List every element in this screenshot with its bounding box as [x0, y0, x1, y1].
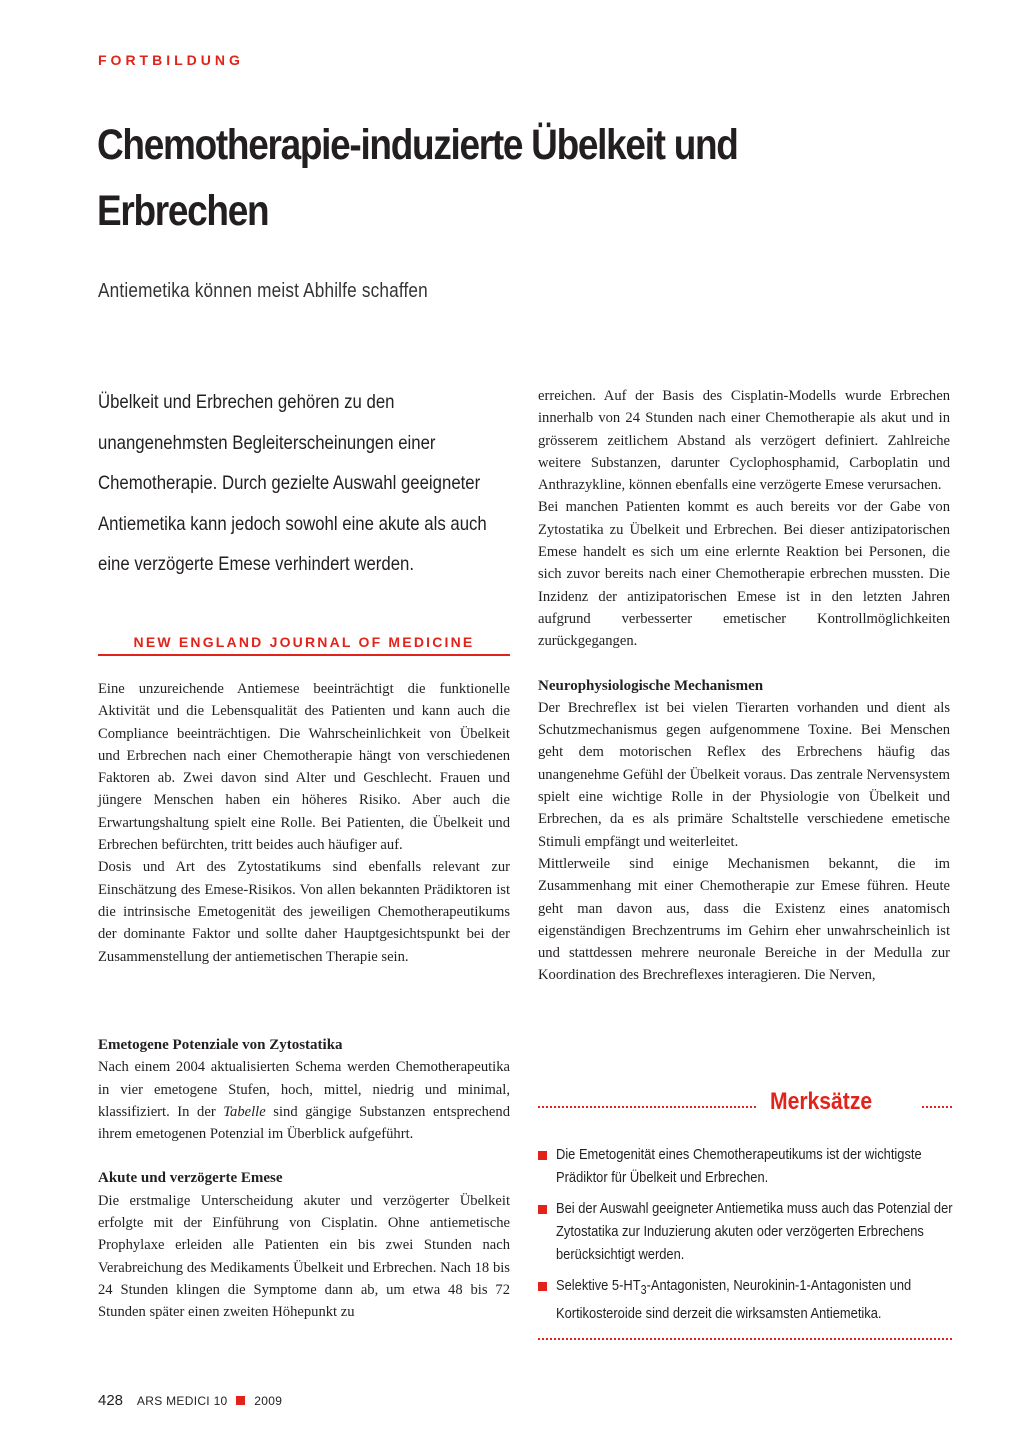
list-item: Selektive $5-HT_3$-Antagonisten, Neurokinin-1-Antagonisten und Kortikosteroide sind derzeit die wirksamsten Antiemetika.	[538, 1274, 958, 1325]
bullet-square-icon	[538, 1282, 547, 1291]
body-column-left-bottom	[98, 1034, 510, 1324]
table-reference: Tabelle	[223, 1103, 266, 1120]
body-column-left-top	[98, 678, 510, 968]
dotted-rule	[538, 1338, 952, 1340]
body-paragraph: Die erstmalige Unterscheidung akuter und verzögerter Übelkeit erfolgte mit der Einführung von Cisplatin. Ohne antiemetische Prophylaxe erleiden alle Patienten ein bis zwei Stunden nach Verabreichung des Medikaments Übelkeit und Erbrechen. Nach 18 bis 24 Stunden klingen die Symptome dann ab, um etwa 48 bis 72 Stunden später einen zweiten Höhepunkt zu	[98, 1192, 510, 1321]
section-heading: Akute und verzögerte Emese	[98, 1170, 283, 1187]
merksaetze-header	[538, 1088, 952, 1118]
page-number: 428	[98, 1392, 124, 1409]
dotted-rule	[538, 1106, 756, 1108]
section-heading: Emetogene Potenziale von Zytostatika	[98, 1037, 343, 1053]
body-paragraph: Nach einem 2004 aktualisierten Schema werden Chemotherapeutika in vier emetogene Stufen, hoch, mittel, niedrig und minimal, klassifiziert. In der Tabelle sind gängige Substanzen entsprechend ihrem emetogenen Potenzial im Überblick aufgeführt.	[98, 1059, 511, 1143]
bullet-square-icon	[538, 1205, 547, 1214]
article-subtitle: Antiemetika können meist Abhilfe schaffen	[98, 280, 428, 302]
dotted-rule	[922, 1106, 952, 1108]
source-banner	[98, 632, 510, 656]
list-item: Bei der Auswahl geeigneter Antiemetika muss auch das Potenzial der Zytostatika zur Induzierung akuten oder verzögerten Erbrechens berücksichtigt werden.	[538, 1197, 958, 1266]
body-paragraph: Der Brechreflex ist bei vielen Tierarten vorhanden und dient als Schutzmechanismus gegen aufgenommene Toxine. Bei Menschen geht dem motorischen Reflex des Erbrechens häufig das unangenehme Gefühl der Übelkeit voraus. Das zentrale Nervensystem spielt eine wichtige Rolle in der Physiologie von Übelkeit und Erbrechen, da es als primäre Schaltstelle verschiedene emetische Stimuli empfängt und weiterleitet.	[538, 699, 950, 850]
body-paragraph: erreichen. Auf der Basis des Cisplatin-Modells wurde Erbrechen innerhalb von 24 Stunden nach einer Chemotherapie als akut und in grösserem zeitlichem Abstand als verzögert definiert. Zahlreiche weitere Substanzen, darunter Cyclophosphamid, Carboplatin und Anthrazykline, können ebenfalls eine verzögerte Emese verursachen.	[538, 388, 950, 494]
journal-name: ARS MEDICI 10	[136, 1394, 228, 1408]
body-paragraph: Eine unzureichende Antiemese beeinträchtigt die funktionelle Aktivität und die Lebensqualität des Patienten und kann auch die Compliance beeinträchtigen. Die Wahrscheinlichkeit von Übelkeit und Erbrechen nach einer Chemotherapie hängt von verschiedenen Faktoren ab. Zwei davon sind Alter und Geschlecht. Frauen und jüngere Menschen haben ein höheres Risiko. Aber auch die Erwartungshaltung spielt eine Rolle. Bei Patienten, die Übelkeit und Erbrechen befürchten, tritt beides auch häufiger auf.	[98, 681, 510, 854]
list-item: Die Emetogenität eines Chemotherapeutikums ist der wichtigste Prädiktor für Übelkeit und Erbrechen.	[538, 1143, 958, 1189]
body-column-right	[538, 385, 950, 987]
body-paragraph: Dosis und Art des Zytostatikums sind ebenfalls relevant zur Einschätzung des Emese-Risikos. Von allen bekannten Prädiktoren ist die intrinsische Emetogenität des jeweiligen Chemotherapeutikums der dominante Faktor und sollte daher Hauptgesichtspunkt bei der Zusammenstellung der antiemetischen Therapie sein.	[98, 859, 510, 965]
footer-square-icon	[236, 1396, 245, 1405]
lead-paragraph: Übelkeit und Erbrechen gehören zu den unangenehmsten Begleiterscheinungen einer Chemotherapie. Durch gezielte Auswahl geeigneter Antiemetika kann jedoch sowohl eine akute als auch eine verzögerte Emese verhindert werden.	[98, 391, 487, 575]
body-paragraph: Mittlerweile sind einige Mechanismen bekannt, die im Zusammenhang mit einer Chemotherapie zur Emese führen. Heute geht man davon aus, dass die Existenz eines anatomisch eigenständigen Brechzentrums im Gehirn eher unwahrscheinlich ist und stattdessen mehrere neuronale Bereiche in der Medulla zur Koordination des Brechreflexes interagieren. Die Nerven,	[538, 855, 950, 984]
page-footer	[98, 1392, 282, 1409]
section-heading: Neurophysiologische Mechanismen	[538, 677, 764, 694]
bullet-square-icon	[538, 1151, 547, 1160]
merksaetze-title: Merksätze	[770, 1088, 873, 1115]
body-paragraph: Bei manchen Patienten kommt es auch bereits vor der Gabe von Zytostatika zu Übelkeit und Erbrechen. Bei dieser antizipatorischen Emese handelt es sich um eine erlernte Reaktion bei Personen, die sich zuvor bereits nach einer Chemotherapie erbrechen mussten. Die Inzidenz der antizipatorischen Emese ist in den letzten Jahren aufgrund verbesserter emetischer Kontrollmöglichkeiten zurückgegangen.	[538, 499, 950, 650]
article-title: Chemotherapie-induzierte Übelkeit und Erbrechen	[97, 121, 738, 235]
source-label: NEW ENGLAND JOURNAL OF MEDICINE	[133, 634, 475, 650]
merksaetze-list	[538, 1143, 958, 1333]
journal-year: 2009	[254, 1394, 283, 1408]
section-kicker: FORTBILDUNG	[98, 52, 244, 68]
